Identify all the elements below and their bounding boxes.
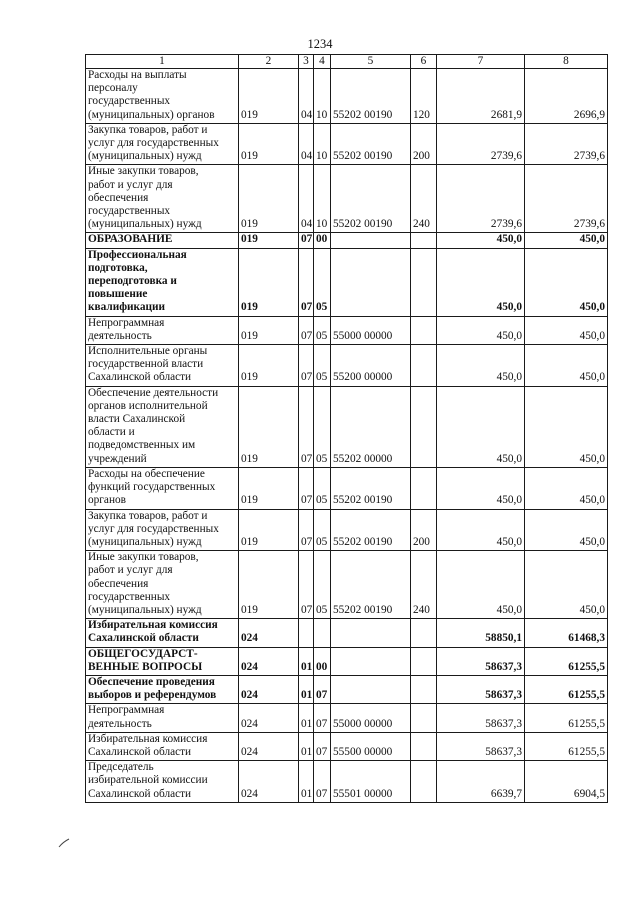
section-code-cell: 07 (299, 509, 314, 551)
amount-year1-cell: 450,0 (437, 345, 525, 387)
amount-year1-cell: 2681,9 (437, 69, 525, 124)
admin-code-cell: 019 (239, 316, 299, 344)
row-name-cell (86, 675, 239, 703)
amount-year1-cell: 58637,3 (437, 647, 525, 675)
target-article-cell: 55000 00000 (331, 316, 411, 344)
expense-type-cell: 240 (411, 551, 437, 619)
header-cell: 8 (525, 55, 608, 69)
row-name-cell (86, 69, 239, 124)
target-article-cell: 55202 00190 (331, 551, 411, 619)
section-code-cell: 01 (299, 732, 314, 760)
subsection-code-cell: 05 (314, 345, 331, 387)
subsection-code-cell: 10 (314, 69, 331, 124)
expense-type-cell (411, 647, 437, 675)
amount-year2-cell: 450,0 (525, 467, 608, 509)
admin-code-cell: 019 (239, 69, 299, 124)
row-name-line: услуг для государственных (88, 522, 219, 535)
amount-year2-cell: 61468,3 (525, 619, 608, 647)
admin-code-cell: 024 (239, 619, 299, 647)
amount-year1-cell: 450,0 (437, 467, 525, 509)
admin-code-cell: 019 (239, 345, 299, 387)
row-name-line: деятельность (88, 329, 152, 342)
row-name-line: Председатель (88, 761, 154, 774)
amount-year2-cell: 2739,6 (525, 123, 608, 165)
subsection-code-cell: 07 (314, 761, 331, 803)
page-number: 1234 (307, 37, 333, 51)
row-name-line: ОБРАЗОВАНИЕ (88, 233, 173, 246)
pen-mark-icon (57, 836, 71, 850)
subsection-code-cell: 05 (314, 467, 331, 509)
target-article-cell: 55200 00000 (331, 345, 411, 387)
section-code-cell: 07 (299, 316, 314, 344)
section-code-cell: 01 (299, 761, 314, 803)
row-name-line: Избирательная комиссия (88, 732, 208, 745)
subsection-code-cell: 05 (314, 551, 331, 619)
row-name-line: власти Сахалинской (88, 413, 186, 426)
row-name-line: учреждений (88, 452, 147, 465)
section-code-cell: 04 (299, 165, 314, 233)
table-row (86, 619, 608, 647)
admin-code-cell: 019 (239, 467, 299, 509)
admin-code-cell: 024 (239, 704, 299, 732)
subsection-code-cell: 10 (314, 123, 331, 165)
amount-year2-cell: 450,0 (525, 233, 608, 248)
row-name-line: государственных (88, 95, 171, 108)
target-article-cell: 55202 00190 (331, 69, 411, 124)
row-name-line: Профессиональная (88, 248, 187, 261)
amount-year2-cell: 2696,9 (525, 69, 608, 124)
row-name-line: органов (88, 494, 126, 507)
expense-type-cell (411, 316, 437, 344)
table-row (86, 345, 608, 387)
target-article-cell (331, 248, 411, 316)
section-code-cell: 07 (299, 345, 314, 387)
amount-year2-cell: 6904,5 (525, 761, 608, 803)
table-row (86, 233, 608, 248)
table-row (86, 316, 608, 344)
target-article-cell: 55202 00190 (331, 467, 411, 509)
amount-year1-cell: 2739,6 (437, 123, 525, 165)
table-row (86, 165, 608, 233)
row-name-line: Исполнительные органы (88, 345, 208, 358)
amount-year1-cell: 450,0 (437, 248, 525, 316)
admin-code-cell: 019 (239, 165, 299, 233)
amount-year2-cell: 450,0 (525, 509, 608, 551)
table-row (86, 551, 608, 619)
row-name-line: (муниципальных) нужд (88, 218, 202, 231)
row-name-line: Обеспечение деятельности (88, 386, 219, 399)
row-name-line: функций государственных (88, 481, 216, 494)
amount-year1-cell: 450,0 (437, 233, 525, 248)
amount-year1-cell: 450,0 (437, 316, 525, 344)
row-name-cell (86, 123, 239, 165)
table-row (86, 69, 608, 124)
subsection-code-cell: 00 (314, 233, 331, 248)
target-article-cell: 55202 00190 (331, 123, 411, 165)
row-name-cell (86, 619, 239, 647)
table-row (86, 675, 608, 703)
row-name-line: Обеспечение проведения (88, 675, 215, 688)
row-name-line: Расходы на выплаты (88, 69, 187, 81)
row-name-line: ВЕННЫЕ ВОПРОСЫ (88, 660, 203, 673)
header-cell: 7 (437, 55, 525, 69)
target-article-cell: 55500 00000 (331, 732, 411, 760)
table-row (86, 509, 608, 551)
row-name-line: (муниципальных) органов (88, 108, 215, 121)
section-code-cell (299, 619, 314, 647)
subsection-code-cell: 00 (314, 647, 331, 675)
row-name-cell (86, 345, 239, 387)
expense-type-cell (411, 233, 437, 248)
expense-type-cell: 120 (411, 69, 437, 124)
section-code-cell: 07 (299, 248, 314, 316)
amount-year1-cell: 58637,3 (437, 675, 525, 703)
row-name-line: обеспечения (88, 577, 149, 590)
header-cell: 5 (331, 55, 411, 69)
admin-code-cell: 024 (239, 732, 299, 760)
row-name-line: работ и услуг для (88, 178, 173, 191)
expense-type-cell (411, 619, 437, 647)
expense-type-cell (411, 467, 437, 509)
row-name-line: Непрограммная (88, 704, 165, 717)
target-article-cell (331, 619, 411, 647)
row-name-line: (муниципальных) нужд (88, 150, 202, 163)
amount-year2-cell: 61255,5 (525, 732, 608, 760)
section-code-cell: 01 (299, 647, 314, 675)
row-name-cell (86, 704, 239, 732)
row-name-line: (муниципальных) нужд (88, 535, 202, 548)
row-name-cell (86, 248, 239, 316)
row-name-line: Иные закупки товаров, (88, 551, 199, 564)
amount-year1-cell: 2739,6 (437, 165, 525, 233)
admin-code-cell: 019 (239, 248, 299, 316)
row-name-line: Расходы на обеспечение (88, 467, 205, 480)
admin-code-cell: 019 (239, 123, 299, 165)
subsection-code-cell (314, 619, 331, 647)
amount-year2-cell: 450,0 (525, 386, 608, 467)
section-code-cell: 07 (299, 467, 314, 509)
row-name-line: Закупка товаров, работ и (88, 509, 208, 522)
amount-year2-cell: 450,0 (525, 345, 608, 387)
subsection-code-cell: 05 (314, 248, 331, 316)
admin-code-cell: 019 (239, 551, 299, 619)
row-name-line: области и (88, 426, 135, 439)
row-name-cell (86, 233, 239, 248)
target-article-cell: 55000 00000 (331, 704, 411, 732)
amount-year1-cell: 6639,7 (437, 761, 525, 803)
subsection-code-cell: 07 (314, 675, 331, 703)
row-name-line: избирательной комиссии (88, 774, 208, 787)
header-cell: 6 (411, 55, 437, 69)
row-name-cell (86, 386, 239, 467)
target-article-cell (331, 675, 411, 703)
row-name-line: государственных (88, 205, 171, 218)
row-name-line: Сахалинской области (88, 632, 199, 645)
row-name-line: Сахалинской области (88, 787, 192, 800)
subsection-code-cell: 10 (314, 165, 331, 233)
header-cell: 2 (239, 55, 299, 69)
row-name-cell (86, 647, 239, 675)
admin-code-cell: 019 (239, 233, 299, 248)
row-name-line: государственных (88, 590, 171, 603)
amount-year1-cell: 450,0 (437, 509, 525, 551)
row-name-cell (86, 761, 239, 803)
section-code-cell: 07 (299, 386, 314, 467)
admin-code-cell: 019 (239, 386, 299, 467)
subsection-code-cell: 05 (314, 386, 331, 467)
amount-year2-cell: 61255,5 (525, 647, 608, 675)
expense-type-cell: 200 (411, 123, 437, 165)
amount-year2-cell: 450,0 (525, 248, 608, 316)
table-body (86, 69, 608, 803)
table-row (86, 386, 608, 467)
row-name-line: Сахалинской области (88, 371, 192, 384)
target-article-cell: 55202 00190 (331, 165, 411, 233)
section-code-cell: 04 (299, 69, 314, 124)
section-code-cell: 01 (299, 675, 314, 703)
section-code-cell: 01 (299, 704, 314, 732)
expense-type-cell (411, 675, 437, 703)
row-name-cell (86, 732, 239, 760)
header-cell: 3 (299, 55, 314, 69)
row-name-cell (86, 467, 239, 509)
subsection-code-cell: 07 (314, 732, 331, 760)
row-name-line: персоналу (88, 82, 138, 95)
expense-type-cell: 240 (411, 165, 437, 233)
row-name-line: Сахалинской области (88, 745, 192, 758)
amount-year1-cell: 58637,3 (437, 732, 525, 760)
section-code-cell: 07 (299, 551, 314, 619)
table-row (86, 732, 608, 760)
table-row (86, 467, 608, 509)
row-name-cell (86, 316, 239, 344)
row-name-line: Закупка товаров, работ и (88, 123, 208, 136)
amount-year1-cell: 450,0 (437, 386, 525, 467)
amount-year2-cell: 61255,5 (525, 704, 608, 732)
row-name-line: услуг для государственных (88, 137, 219, 150)
table-row (86, 704, 608, 732)
table-row (86, 248, 608, 316)
row-name-cell (86, 165, 239, 233)
target-article-cell: 55501 00000 (331, 761, 411, 803)
table-header-row (86, 55, 608, 69)
row-name-line: Иные закупки товаров, (88, 165, 199, 178)
row-name-line: подготовка, (88, 261, 148, 274)
admin-code-cell: 024 (239, 761, 299, 803)
amount-year1-cell: 58850,1 (437, 619, 525, 647)
budget-table (85, 54, 608, 803)
target-article-cell (331, 647, 411, 675)
row-name-line: деятельность (88, 717, 152, 730)
table-row (86, 647, 608, 675)
amount-year2-cell: 61255,5 (525, 675, 608, 703)
amount-year1-cell: 450,0 (437, 551, 525, 619)
expense-type-cell (411, 386, 437, 467)
expense-type-cell (411, 345, 437, 387)
row-name-line: выборов и референдумов (88, 689, 217, 702)
row-name-line: повышение (88, 288, 148, 301)
row-name-line: подведомственных им (88, 439, 196, 452)
section-code-cell: 04 (299, 123, 314, 165)
header-cell: 4 (314, 55, 331, 69)
expense-type-cell (411, 761, 437, 803)
section-code-cell: 07 (299, 233, 314, 248)
header-cell: 1 (86, 55, 239, 69)
row-name-line: квалификации (88, 301, 166, 314)
amount-year2-cell: 450,0 (525, 551, 608, 619)
expense-type-cell (411, 704, 437, 732)
row-name-line: (муниципальных) нужд (88, 603, 202, 616)
target-article-cell: 55202 00190 (331, 509, 411, 551)
subsection-code-cell: 05 (314, 316, 331, 344)
expense-type-cell (411, 732, 437, 760)
row-name-line: Избирательная комиссия (88, 619, 218, 632)
row-name-line: работ и услуг для (88, 564, 173, 577)
admin-code-cell: 024 (239, 647, 299, 675)
table-row (86, 761, 608, 803)
amount-year1-cell: 58637,3 (437, 704, 525, 732)
expense-type-cell: 200 (411, 509, 437, 551)
admin-code-cell: 024 (239, 675, 299, 703)
target-article-cell (331, 233, 411, 248)
expense-type-cell (411, 248, 437, 316)
row-name-line: обеспечения (88, 191, 149, 204)
amount-year2-cell: 2739,6 (525, 165, 608, 233)
row-name-line: переподготовка и (88, 275, 177, 288)
amount-year2-cell: 450,0 (525, 316, 608, 344)
subsection-code-cell: 05 (314, 509, 331, 551)
row-name-line: органов исполнительной (88, 399, 208, 412)
subsection-code-cell: 07 (314, 704, 331, 732)
row-name-cell (86, 509, 239, 551)
table-row (86, 123, 608, 165)
row-name-line: Непрограммная (88, 316, 165, 329)
target-article-cell: 55202 00000 (331, 386, 411, 467)
row-name-cell (86, 551, 239, 619)
row-name-line: ОБЩЕГОСУДАРСТ- (88, 647, 198, 660)
row-name-line: государственной власти (88, 358, 204, 371)
admin-code-cell: 019 (239, 509, 299, 551)
